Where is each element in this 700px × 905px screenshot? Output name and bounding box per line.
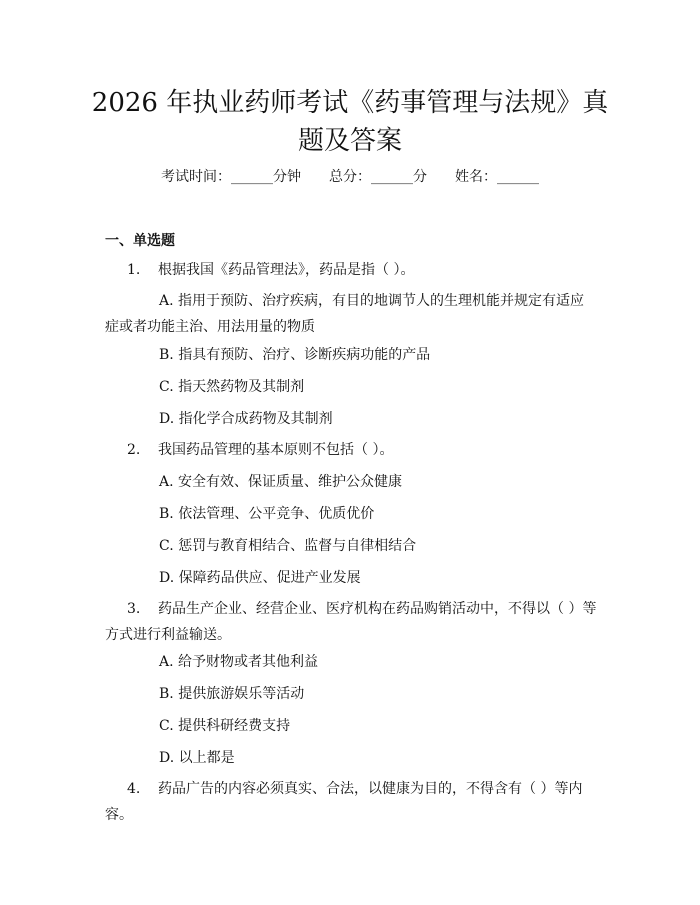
question-text: 我国药品管理的基本原则不包括（ ）。 [158,442,394,458]
question-2-option-a: A. 安全有效、保证质量、维护公众健康 [159,474,403,490]
question-2-option-d: D. 保障药品供应、促进产业发展 [159,570,361,586]
question-1-option-a: A. 指用于预防、治疗疾病，有目的地调节人的生理机能并规定有适应症或者功能主治、用法用量的物质 [105,293,585,335]
question-3-option-b: B. 提供旅游娱乐等活动 [159,686,305,702]
question-1 [127,258,414,282]
question-1-option-b: B. 指具有预防、治疗、诊断疾病功能的产品 [159,347,431,363]
question-1-option-d: D. 指化学合成药物及其制剂 [159,411,333,427]
question-number: 4. [127,781,141,797]
question-2-option-c: C. 惩罚与教育相结合、监督与自律相结合 [159,538,417,554]
exam-info-line: 考试时间：______分钟 总分：______分 姓名：______ [161,169,539,185]
question-2 [127,438,393,462]
question-3 [105,596,597,648]
question-text: 药品生产企业、经营企业、医疗机构在药品购销活动中，不得以（ ）等方式进行利益输送。 [105,601,597,643]
question-text: 根据我国《药品管理法》，药品是指（ ）。 [158,262,415,278]
question-3-option-d: D. 以上都是 [159,750,235,766]
question-2-option-b: B. 依法管理、公平竞争、优质优价 [159,506,375,522]
question-3-option-c: C. 提供科研经费支持 [159,718,291,734]
question-1-option-c: C. 指天然药物及其制剂 [159,379,305,395]
question-3-option-a: A. 给予财物或者其他利益 [159,654,319,670]
document-title-line-2: 题及答案 [297,126,402,156]
section-heading: 一、单选题 [105,233,175,249]
question-number: 3. [127,601,141,617]
question-number: 2. [127,442,141,458]
question-text: 药品广告的内容必须真实、合法，以健康为目的，不得含有（ ）等内容。 [105,781,583,823]
question-4 [105,776,597,828]
document-title-line-1: 2026 年执业药师考试《药事管理与法规》真 [91,88,609,118]
question-number: 1. [127,262,141,278]
